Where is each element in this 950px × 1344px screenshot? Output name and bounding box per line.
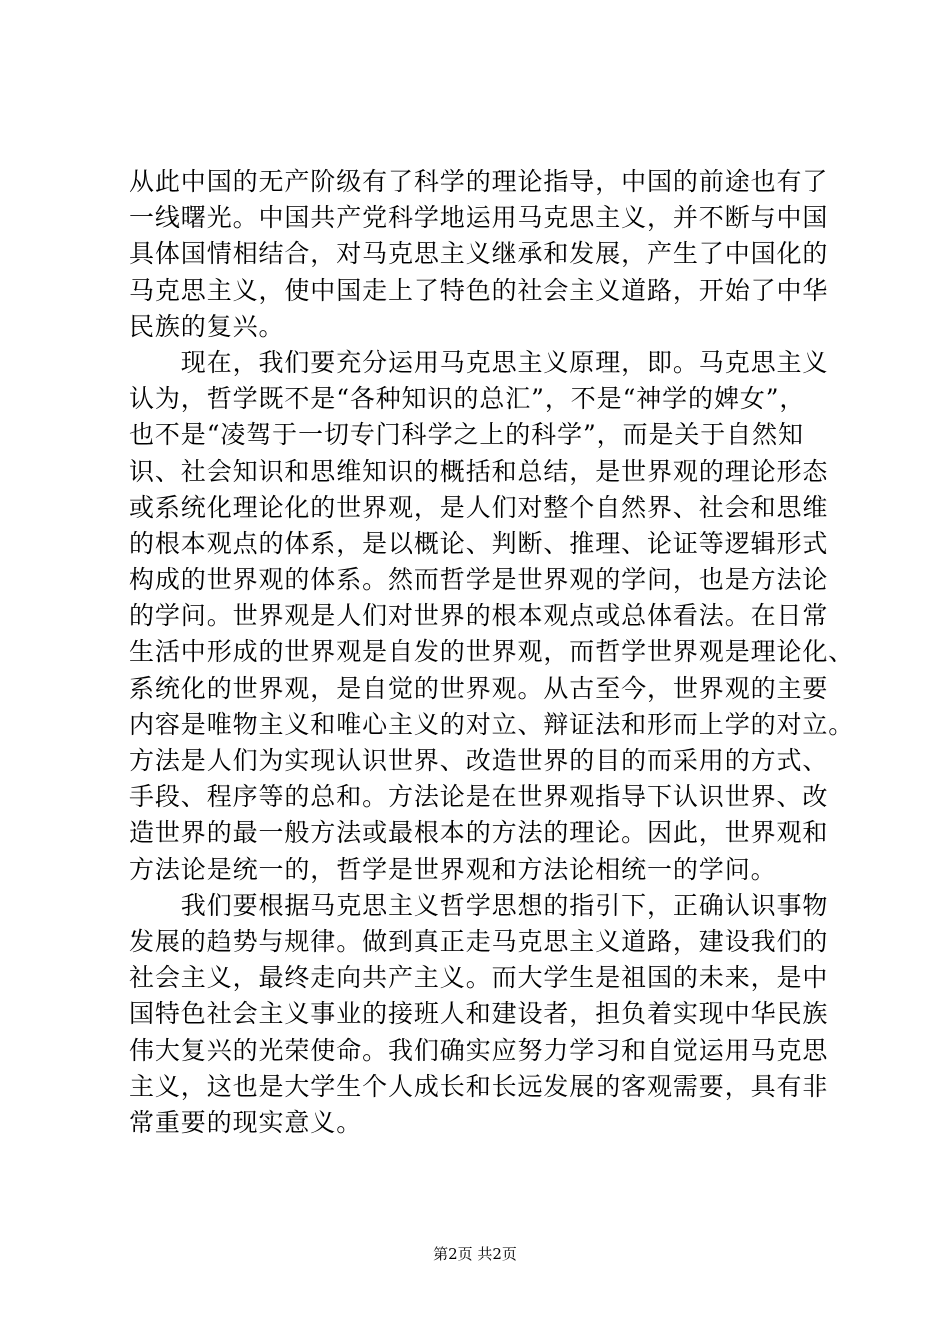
text-line: 国特色社会主义事业的接班人和建设者，担负着实现中华民族 — [129, 999, 829, 1029]
text-line: 的根本观点的体系，是以概论、判断、推理、论证等逻辑形式 — [129, 528, 829, 558]
text-line: 具体国情相结合，对马克思主义继承和发展，产生了中国化的 — [129, 239, 829, 269]
text-line: 社会主义，最终走向共产主义。而大学生是祖国的未来，是中 — [129, 963, 829, 993]
text-line: 从此中国的无产阶级有了科学的理论指导，中国的前途也有了 — [129, 167, 829, 196]
text-line: 系统化的世界观，是自觉的世界观。从古至今，世界观的主要 — [129, 673, 829, 703]
text-line: 主义，这也是大学生个人成长和长远发展的客观需要，具有非 — [129, 1071, 829, 1101]
text-line: 生活中形成的世界观是自发的世界观，而哲学世界观是理论化、 — [129, 637, 855, 667]
text-line: 马克思主义，使中国走上了特色的社会主义道路，开始了中华 — [129, 275, 829, 305]
text-line: 方法论是统一的，哲学是世界观和方法论相统一的学问。 — [129, 854, 777, 884]
text-line: 造世界的最一般方法或最根本的方法的理论。因此，世界观和 — [129, 818, 829, 848]
text-line: 现在，我们要充分运用马克思主义原理，即。马克思主义 — [129, 347, 829, 377]
text-line: 构成的世界观的体系。然而哲学是世界观的学问，也是方法论 — [129, 565, 829, 595]
page-indicator: 第2页 共2页 — [433, 1245, 517, 1263]
body-text — [129, 164, 855, 1141]
text-line: 常重要的现实意义。 — [129, 1107, 363, 1137]
text-line: 一线曙光。中国共产党科学地运用马克思主义，并不断与中国 — [129, 203, 829, 233]
text-line: 的学问。世界观是人们对世界的根本观点或总体看法。在日常 — [129, 601, 829, 631]
text-line: 认为，哲学既不是“各种知识的总汇”，不是“神学的婢女”， — [129, 384, 806, 414]
page-footer — [0, 1244, 950, 1264]
text-line: 识、社会知识和思维知识的概括和总结，是世界观的理论形态 — [129, 456, 829, 486]
text-line: 我们要根据马克思主义哲学思想的指引下，正确认识事物 — [129, 890, 829, 920]
text-line: 或系统化理论化的世界观，是人们对整个自然界、社会和思维 — [129, 492, 829, 522]
text-line: 方法是人们为实现认识世界、改造世界的目的而采用的方式、 — [129, 746, 829, 775]
text-line: 也不是“凌驾于一切专门科学之上的科学”，而是关于自然知 — [129, 420, 804, 450]
text-line: 手段、程序等的总和。方法论是在世界观指导下认识世界、改 — [129, 782, 829, 812]
text-line: 民族的复兴。 — [129, 311, 285, 341]
text-line: 发展的趋势与规律。做到真正走马克思主义道路，建设我们的 — [129, 926, 829, 956]
text-line: 内容是唯物主义和唯心主义的对立、辩证法和形而上学的对立。 — [129, 709, 855, 739]
text-line: 伟大复兴的光荣使命。我们确实应努力学习和自觉运用马克思 — [129, 1035, 829, 1065]
